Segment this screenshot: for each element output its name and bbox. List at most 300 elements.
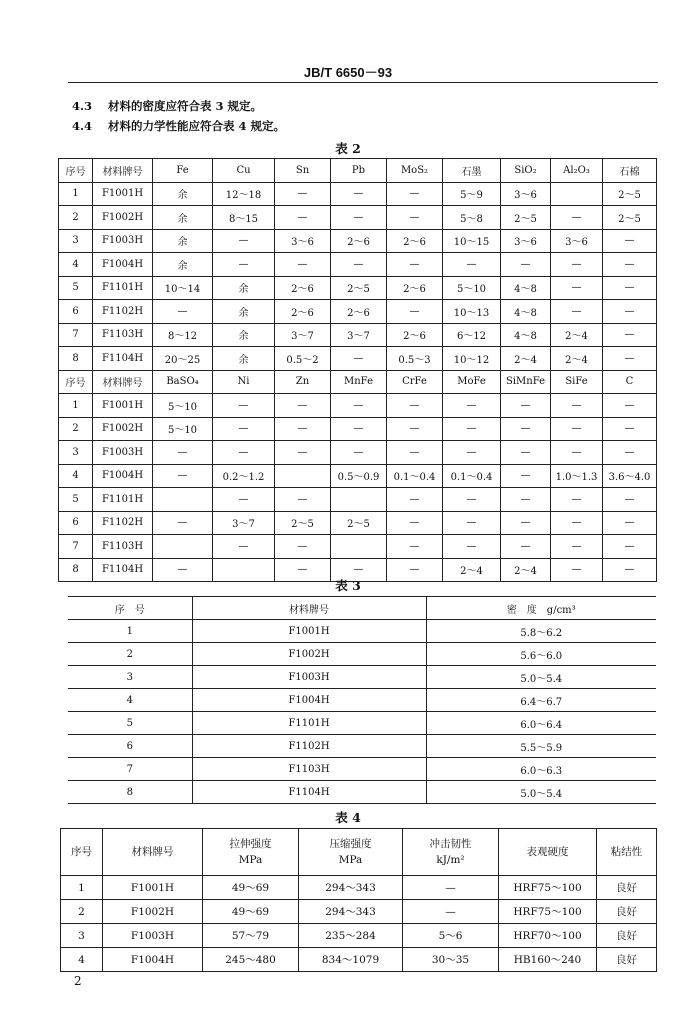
table-cell: — xyxy=(331,417,387,441)
table-cell: 3～7 xyxy=(213,511,275,535)
table-cell: 5.6～6.0 xyxy=(426,643,656,666)
table-cell: 余 xyxy=(153,253,213,277)
table-row xyxy=(68,666,656,689)
table-cell: 序号 xyxy=(59,370,93,394)
table-cell: HB160～240 xyxy=(499,948,597,972)
table-cell: — xyxy=(387,441,443,465)
table-cell: 2～4 xyxy=(443,558,501,582)
table-cell: 30～35 xyxy=(403,948,499,972)
table-cell: — xyxy=(551,206,603,230)
table-row xyxy=(59,300,657,324)
table-cell: 余 xyxy=(213,347,275,371)
table-cell: F1001H xyxy=(103,876,203,900)
table-cell: 4 xyxy=(59,464,93,488)
table3-caption: 表 3 xyxy=(335,578,361,593)
table-cell: — xyxy=(387,182,443,206)
table-cell: Zn xyxy=(275,370,331,394)
table-cell: 表观硬度 xyxy=(499,829,597,876)
table-cell: 4～8 xyxy=(501,323,551,347)
table-cell: — xyxy=(551,488,603,512)
table-cell: 1 xyxy=(59,394,93,418)
table-row xyxy=(59,535,657,559)
table-cell: 7 xyxy=(59,323,93,347)
table-cell: 8 xyxy=(68,781,192,804)
table-cell: — xyxy=(275,558,331,582)
table-cell: — xyxy=(275,206,331,230)
table-cell: — xyxy=(213,535,275,559)
table-cell: 1 xyxy=(59,182,93,206)
table-cell: 4 xyxy=(59,253,93,277)
table-row xyxy=(59,511,657,535)
table-cell: F1004H xyxy=(93,253,153,277)
table-header-row xyxy=(61,829,657,876)
table-cell: — xyxy=(551,558,603,582)
table-cell: CrFe xyxy=(387,370,443,394)
table-cell: 粘结性 xyxy=(597,829,657,876)
table-cell: — xyxy=(331,394,387,418)
table-cell: F1102H xyxy=(93,511,153,535)
table-cell: — xyxy=(387,300,443,324)
table-cell: — xyxy=(275,394,331,418)
table-cell: 3 xyxy=(59,441,93,465)
table-cell: 1 xyxy=(61,876,103,900)
table-cell: 834～1079 xyxy=(299,948,403,972)
table-cell: — xyxy=(551,535,603,559)
clause-text: 材料的力学性能应符合表 4 规定。 xyxy=(108,119,286,133)
table-cell: — xyxy=(443,394,501,418)
table-cell: MoS₂ xyxy=(387,159,443,183)
table-cell: 5～6 xyxy=(403,924,499,948)
table-cell: 5.8～6.2 xyxy=(426,620,656,643)
table-cell: 0.5～3 xyxy=(387,347,443,371)
table-cell: 3 xyxy=(68,666,192,689)
table-cell: 2～4 xyxy=(501,347,551,371)
table-cell: 4 xyxy=(68,689,192,712)
table-cell: — xyxy=(551,253,603,277)
table-cell: 2～6 xyxy=(387,323,443,347)
table-cell: — xyxy=(153,300,213,324)
table-cell: 10～15 xyxy=(443,229,501,253)
table-cell: 余 xyxy=(213,323,275,347)
table-cell: HRF70～100 xyxy=(499,924,597,948)
table-cell: — xyxy=(443,253,501,277)
table-cell: 3～6 xyxy=(501,182,551,206)
table-row xyxy=(68,758,656,781)
table-cell: 密 度 g/cm³ xyxy=(426,597,656,620)
table-cell: Al₂O₃ xyxy=(551,159,603,183)
table-cell: 2～6 xyxy=(387,276,443,300)
table-cell: 材料牌号 xyxy=(103,829,203,876)
table-cell: 6～12 xyxy=(443,323,501,347)
table-cell: F1002H xyxy=(93,206,153,230)
table-cell: Ni xyxy=(213,370,275,394)
table-cell: — xyxy=(213,441,275,465)
table-cell xyxy=(275,464,331,488)
table-cell: 2～4 xyxy=(501,558,551,582)
table-cell: 7 xyxy=(59,535,93,559)
table-cell: 6 xyxy=(59,300,93,324)
table-cell: 8 xyxy=(59,347,93,371)
table-cell: — xyxy=(443,417,501,441)
clause-number: 4.4 xyxy=(72,119,93,133)
table-cell: — xyxy=(501,488,551,512)
table-cell: 5.0～5.4 xyxy=(426,781,656,804)
table-row xyxy=(68,712,656,735)
table-cell: — xyxy=(213,488,275,512)
table-cell: 良好 xyxy=(597,924,657,948)
table-cell: 3 xyxy=(61,924,103,948)
table-cell: 2～6 xyxy=(275,276,331,300)
table-cell: 8～15 xyxy=(213,206,275,230)
table4-caption: 表 4 xyxy=(335,810,361,825)
table-cell: SiMnFe xyxy=(501,370,551,394)
table-cell: — xyxy=(603,535,657,559)
table-cell: — xyxy=(551,417,603,441)
table-cell: 5～9 xyxy=(443,182,501,206)
table-cell: 2～5 xyxy=(603,206,657,230)
table-cell: 4 xyxy=(61,948,103,972)
table-cell: 2～6 xyxy=(387,229,443,253)
table-cell: — xyxy=(153,511,213,535)
table-cell xyxy=(153,535,213,559)
table-row xyxy=(61,948,657,972)
table-cell: 7 xyxy=(68,758,192,781)
table-cell: 3～6 xyxy=(501,229,551,253)
table-cell: 良好 xyxy=(597,876,657,900)
table-cell: — xyxy=(213,229,275,253)
table-cell: — xyxy=(603,253,657,277)
table-cell: 0.5～0.9 xyxy=(331,464,387,488)
table-cell: F1003H xyxy=(93,441,153,465)
table-row xyxy=(59,488,657,512)
table-header-row xyxy=(59,370,657,394)
table-cell: — xyxy=(275,441,331,465)
table-cell: 6.0～6.4 xyxy=(426,712,656,735)
table-cell: 5.0～5.4 xyxy=(426,666,656,689)
table-cell: 材料牌号 xyxy=(192,597,426,620)
table-cell: 1 xyxy=(68,620,192,643)
table-cell: 2～5 xyxy=(501,206,551,230)
standard-code-header: JB/T 6650－93 xyxy=(303,65,393,80)
table-cell: 3 xyxy=(59,229,93,253)
table-cell: F1002H xyxy=(103,900,203,924)
table-cell: 10～13 xyxy=(443,300,501,324)
table-cell: F1004H xyxy=(93,464,153,488)
table-cell: — xyxy=(443,511,501,535)
table-header-row xyxy=(68,597,656,620)
table-cell: F1102H xyxy=(93,300,153,324)
table-cell: 石棉 xyxy=(603,159,657,183)
table-cell: F1003H xyxy=(192,666,426,689)
table-cell: — xyxy=(603,417,657,441)
table-cell: — xyxy=(213,394,275,418)
table-cell: 5～10 xyxy=(153,417,213,441)
table-cell: F1002H xyxy=(192,643,426,666)
table-cell: F1102H xyxy=(192,735,426,758)
table-cell: — xyxy=(603,558,657,582)
table4-mechanical-properties xyxy=(60,828,657,972)
table-cell xyxy=(551,182,603,206)
table-cell: 5～8 xyxy=(443,206,501,230)
table-cell: 5 xyxy=(59,488,93,512)
table-row xyxy=(61,876,657,900)
table-row xyxy=(68,620,656,643)
table-cell: 2～4 xyxy=(551,347,603,371)
table-cell: — xyxy=(387,488,443,512)
table-cell: 294～343 xyxy=(299,876,403,900)
table-cell: — xyxy=(501,253,551,277)
table-cell: 5.5～5.9 xyxy=(426,735,656,758)
table-cell: F1104H xyxy=(192,781,426,804)
table-cell: — xyxy=(603,511,657,535)
clause-text: 材料的密度应符合表 3 规定。 xyxy=(108,99,263,113)
table-cell: 4～8 xyxy=(501,276,551,300)
table-cell: 0.2～1.2 xyxy=(213,464,275,488)
table-cell: 2～4 xyxy=(551,323,603,347)
table-cell: 5 xyxy=(59,276,93,300)
table-cell: 良好 xyxy=(597,900,657,924)
table-row xyxy=(59,394,657,418)
clause-4-3 xyxy=(72,98,262,114)
table-cell: HRF75～100 xyxy=(499,900,597,924)
table-cell: 2 xyxy=(61,900,103,924)
table-row xyxy=(68,643,656,666)
table-cell: 0.1～0.4 xyxy=(443,464,501,488)
table-cell: — xyxy=(551,511,603,535)
table-cell: 5～10 xyxy=(153,394,213,418)
table-cell: 235～284 xyxy=(299,924,403,948)
table-cell: BaSO₄ xyxy=(153,370,213,394)
table-cell: 拉伸强度 MPa xyxy=(203,829,299,876)
table-cell: — xyxy=(213,417,275,441)
table-cell: SiFe xyxy=(551,370,603,394)
table-row xyxy=(59,347,657,371)
table-cell: 8～12 xyxy=(153,323,213,347)
table-cell: 8 xyxy=(59,558,93,582)
table-cell: F1004H xyxy=(103,948,203,972)
table-cell: F1103H xyxy=(93,535,153,559)
table-cell: 0.1～0.4 xyxy=(387,464,443,488)
table-cell: — xyxy=(603,323,657,347)
table-cell xyxy=(331,488,387,512)
table-cell: F1103H xyxy=(192,758,426,781)
table-cell: MoFe xyxy=(443,370,501,394)
table-cell: 2～5 xyxy=(603,182,657,206)
table-cell: MnFe xyxy=(331,370,387,394)
table-cell: 2～5 xyxy=(331,276,387,300)
table-cell: — xyxy=(387,417,443,441)
table-cell xyxy=(331,535,387,559)
table-cell: — xyxy=(213,253,275,277)
table-cell: F1002H xyxy=(93,417,153,441)
table-cell: — xyxy=(331,347,387,371)
page-number: 2 xyxy=(74,974,82,988)
table-cell: 2～5 xyxy=(275,511,331,535)
table-row xyxy=(59,417,657,441)
table-cell: — xyxy=(603,488,657,512)
table-cell: 压缩强度 MPa xyxy=(299,829,403,876)
table-cell: F1001H xyxy=(93,394,153,418)
table-cell: — xyxy=(387,511,443,535)
table-cell: — xyxy=(443,488,501,512)
table-cell: 5～10 xyxy=(443,276,501,300)
table-cell: — xyxy=(153,558,213,582)
table-cell: F1101H xyxy=(93,488,153,512)
table-cell: 序号 xyxy=(61,829,103,876)
table-cell: — xyxy=(501,441,551,465)
table-cell: Cu xyxy=(213,159,275,183)
table-cell: — xyxy=(603,276,657,300)
table-cell: — xyxy=(501,464,551,488)
table-cell: — xyxy=(551,276,603,300)
table-cell: — xyxy=(551,441,603,465)
table-row xyxy=(59,276,657,300)
table-cell: — xyxy=(153,464,213,488)
table-row xyxy=(61,900,657,924)
table-row xyxy=(68,781,656,804)
table-cell: 3～6 xyxy=(551,229,603,253)
table-cell: 245～480 xyxy=(203,948,299,972)
table-row xyxy=(59,441,657,465)
table-cell xyxy=(153,488,213,512)
table-cell: — xyxy=(443,535,501,559)
table-cell: 49～69 xyxy=(203,876,299,900)
table-cell: — xyxy=(275,182,331,206)
table-cell: 2～5 xyxy=(331,511,387,535)
table-cell: Sn xyxy=(275,159,331,183)
table-cell: — xyxy=(603,229,657,253)
table-cell: — xyxy=(331,182,387,206)
table-cell: — xyxy=(275,535,331,559)
table-cell: — xyxy=(387,535,443,559)
table-cell: 余 xyxy=(213,276,275,300)
table-cell: 3～7 xyxy=(275,323,331,347)
table-cell: 余 xyxy=(153,229,213,253)
clause-4-4 xyxy=(72,118,285,134)
table-row xyxy=(59,229,657,253)
table-row xyxy=(59,323,657,347)
table-row xyxy=(59,253,657,277)
table-cell: Fe xyxy=(153,159,213,183)
table-cell: — xyxy=(603,347,657,371)
table-cell: — xyxy=(331,558,387,582)
table-cell: — xyxy=(387,206,443,230)
table-cell: 2 xyxy=(68,643,192,666)
table3-density xyxy=(68,596,656,804)
table-cell: — xyxy=(551,394,603,418)
table-cell: — xyxy=(331,253,387,277)
table-cell: — xyxy=(387,558,443,582)
table-cell: 3～6 xyxy=(275,229,331,253)
table-cell: 余 xyxy=(153,206,213,230)
table-cell: 3～7 xyxy=(331,323,387,347)
table-cell: — xyxy=(501,511,551,535)
table-cell: 材料牌号 xyxy=(93,370,153,394)
table-cell: F1004H xyxy=(192,689,426,712)
table-cell: — xyxy=(551,300,603,324)
table2-composition xyxy=(58,158,657,582)
table-cell: — xyxy=(501,394,551,418)
table-cell: 10～14 xyxy=(153,276,213,300)
table-cell: — xyxy=(501,417,551,441)
table-cell: F1003H xyxy=(93,229,153,253)
table-cell: 石墨 xyxy=(443,159,501,183)
clause-number: 4.3 xyxy=(72,99,93,113)
table-cell: C xyxy=(603,370,657,394)
table-cell: 294～343 xyxy=(299,900,403,924)
table-cell: 2～6 xyxy=(275,300,331,324)
table-cell: 序号 xyxy=(59,159,93,183)
table-cell: — xyxy=(603,441,657,465)
table-cell: — xyxy=(403,876,499,900)
table-row xyxy=(68,689,656,712)
table-row xyxy=(61,924,657,948)
table-cell: 良好 xyxy=(597,948,657,972)
table-cell: — xyxy=(603,300,657,324)
table-cell: 0.5～2 xyxy=(275,347,331,371)
table-cell: 2～6 xyxy=(331,300,387,324)
table-cell: 20～25 xyxy=(153,347,213,371)
table-cell: 材料牌号 xyxy=(93,159,153,183)
table-cell: F1104H xyxy=(93,558,153,582)
table-cell: — xyxy=(603,394,657,418)
table-cell: 57～79 xyxy=(203,924,299,948)
table-cell: HRF75～100 xyxy=(499,876,597,900)
table-cell: — xyxy=(501,535,551,559)
table-cell: 49～69 xyxy=(203,900,299,924)
table-cell: F1104H xyxy=(93,347,153,371)
table-cell: — xyxy=(275,417,331,441)
table-cell: 12～18 xyxy=(213,182,275,206)
table-cell: F1101H xyxy=(93,276,153,300)
table-header-row xyxy=(59,159,657,183)
table-cell: — xyxy=(387,253,443,277)
table-cell: — xyxy=(331,206,387,230)
table-cell: 3.6～4.0 xyxy=(603,464,657,488)
table-cell: F1001H xyxy=(192,620,426,643)
table-cell: 10～12 xyxy=(443,347,501,371)
table-cell: — xyxy=(153,441,213,465)
table-cell: 2～6 xyxy=(331,229,387,253)
table-cell: 2 xyxy=(59,206,93,230)
header-rule xyxy=(68,82,658,83)
table2-caption: 表 2 xyxy=(335,141,361,156)
table-row xyxy=(68,735,656,758)
table-cell: Pb xyxy=(331,159,387,183)
table-cell: — xyxy=(275,488,331,512)
table-cell: 6 xyxy=(68,735,192,758)
table-cell: — xyxy=(275,253,331,277)
table-cell: 序 号 xyxy=(68,597,192,620)
table-cell: SiO₂ xyxy=(501,159,551,183)
table-cell: F1001H xyxy=(93,182,153,206)
table-cell: F1101H xyxy=(192,712,426,735)
table-cell: 6.4～6.7 xyxy=(426,689,656,712)
table-cell: 6 xyxy=(59,511,93,535)
table-row xyxy=(59,182,657,206)
table-cell: — xyxy=(403,900,499,924)
table-cell: 2 xyxy=(59,417,93,441)
table-cell: 余 xyxy=(213,300,275,324)
table-row xyxy=(59,464,657,488)
table-cell: 4～8 xyxy=(501,300,551,324)
table-cell: F1103H xyxy=(93,323,153,347)
table-cell: — xyxy=(443,441,501,465)
table-cell: 1.0～1.3 xyxy=(551,464,603,488)
table-cell: — xyxy=(387,394,443,418)
table-cell: — xyxy=(331,441,387,465)
table-cell: 冲击韧性 kJ/m² xyxy=(403,829,499,876)
